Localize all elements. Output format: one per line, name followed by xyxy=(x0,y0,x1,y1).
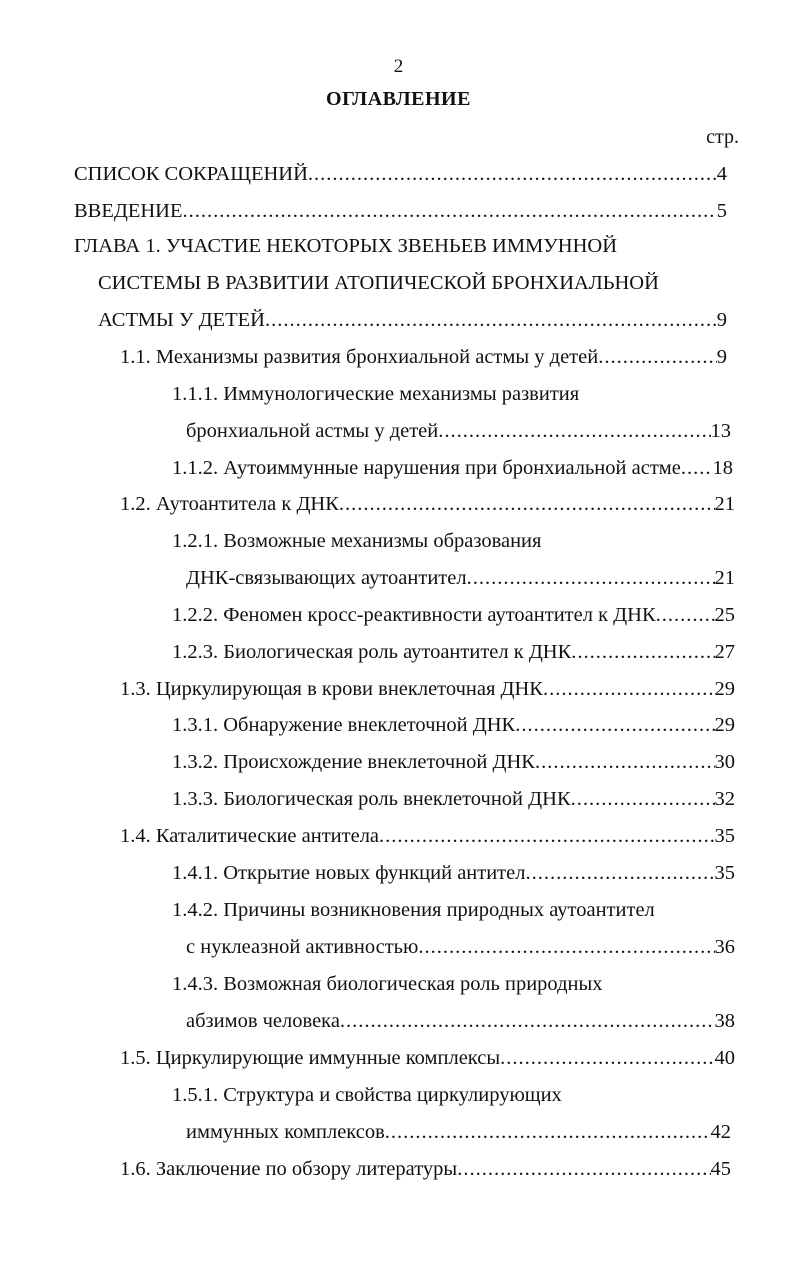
toc-leader xyxy=(571,785,715,813)
toc-chapter-1-line-1: ГЛАВА 1. УЧАСТИЕ НЕКОТОРЫХ ЗВЕНЬЕВ ИММУННОЙ xyxy=(74,235,618,257)
toc-leader xyxy=(438,417,710,445)
toc-section-1-3 xyxy=(120,675,735,703)
toc-entry-page: 36 xyxy=(714,936,735,958)
toc-leader xyxy=(571,638,714,666)
toc-entry-abbreviations xyxy=(74,160,727,188)
toc-entry-page: 42 xyxy=(710,1121,731,1143)
toc-entry-title: с нуклеазной активностью xyxy=(186,936,419,958)
toc-section-1-2 xyxy=(120,490,735,518)
toc-leader xyxy=(535,748,715,776)
toc-section-1-2-2 xyxy=(172,601,735,629)
toc-leader xyxy=(500,1044,714,1072)
toc-entry-page: 38 xyxy=(714,1010,735,1032)
toc-section-1-1-2 xyxy=(172,454,733,482)
toc-leader xyxy=(340,1007,715,1035)
toc-leader xyxy=(467,564,715,592)
toc-entry-title: иммунных комплексов xyxy=(186,1121,385,1143)
toc-entry-page: 13 xyxy=(710,420,731,442)
toc-entry-title: абзимов человека xyxy=(186,1010,340,1032)
toc-entry-title: СПИСОК СОКРАЩЕНИЙ xyxy=(74,163,308,185)
toc-entry-page: 18 xyxy=(712,457,733,479)
toc-entry-title: 1.6. Заключение по обзору литературы xyxy=(120,1158,458,1180)
toc-chapter-1-line-2: СИСТЕМЫ В РАЗВИТИИ АТОПИЧЕСКОЙ БРОНХИАЛЬНОЙ xyxy=(98,272,659,294)
toc-entry-page: 29 xyxy=(714,678,735,700)
toc-section-1-1-1 xyxy=(186,417,731,445)
toc-entry-page: 32 xyxy=(714,788,735,810)
toc-section-1-4-2-line-1: 1.4.2. Причины возникновения природных аутоантител xyxy=(172,899,655,921)
toc-section-1-2-1 xyxy=(186,564,735,592)
toc-entry-page: 4 xyxy=(716,163,727,185)
toc-entry-introduction xyxy=(74,197,727,225)
toc-leader xyxy=(339,490,715,518)
page-number: 2 xyxy=(393,56,404,77)
toc-section-1-4 xyxy=(120,822,735,850)
toc-entry-title: 1.3.3. Биологическая роль внеклеточной ДНК xyxy=(172,788,571,810)
toc-entry-title: ДНК-связывающих аутоантител xyxy=(186,567,467,589)
toc-entry-title: 1.1.2. Аутоиммунные нарушения при бронхиальной астме xyxy=(172,457,681,479)
toc-leader xyxy=(543,675,715,703)
toc-leader xyxy=(385,1118,711,1146)
toc-section-1-5-1 xyxy=(186,1118,731,1146)
toc-section-1-4-3-line-1: 1.4.3. Возможная биологическая роль природных xyxy=(172,973,603,995)
toc-leader xyxy=(183,197,717,225)
toc-entry-title: 1.1. Механизмы развития бронхиальной астмы у детей xyxy=(120,346,599,368)
toc-section-1-3-2 xyxy=(172,748,735,776)
toc-entry-title: 1.5. Циркулирующие иммунные комплексы xyxy=(120,1047,501,1069)
toc-leader xyxy=(525,859,714,887)
toc-entry-title: ВВЕДЕНИЕ xyxy=(74,200,183,222)
toc-chapter-1 xyxy=(98,306,727,334)
toc-entry-title: АСТМЫ У ДЕТЕЙ xyxy=(98,309,265,331)
toc-entry-title: 1.4.1. Открытие новых функций антител xyxy=(172,862,526,884)
toc-leader xyxy=(308,160,717,188)
page-title: ОГЛАВЛЕНИЕ xyxy=(326,88,471,110)
toc-section-1-2-1-line-1: 1.2.1. Возможные механизмы образования xyxy=(172,530,542,552)
toc-section-1-6 xyxy=(120,1155,731,1183)
toc-section-1-4-2 xyxy=(186,933,735,961)
toc-entry-page: 9 xyxy=(716,309,727,331)
toc-entry-page: 5 xyxy=(716,200,727,222)
toc-section-1-1 xyxy=(120,343,727,371)
toc-entry-title: 1.4. Каталитические антитела xyxy=(120,825,380,847)
toc-entry-page: 30 xyxy=(714,751,735,773)
toc-entry-title: 1.3.2. Происхождение внеклеточной ДНК xyxy=(172,751,535,773)
toc-section-1-4-3 xyxy=(186,1007,735,1035)
toc-section-1-5-1-line-1: 1.5.1. Структура и свойства циркулирующих xyxy=(172,1084,562,1106)
toc-entry-page: 9 xyxy=(716,346,727,368)
toc-leader xyxy=(457,1155,710,1183)
toc-entry-page: 40 xyxy=(714,1047,735,1069)
toc-entry-title: 1.2.3. Биологическая роль аутоантител к ДНК xyxy=(172,641,572,663)
toc-section-1-1-1-line-1: 1.1.1. Иммунологические механизмы развития xyxy=(172,383,580,405)
toc-leader xyxy=(656,601,715,629)
toc-entry-page: 27 xyxy=(714,641,735,663)
toc-entry-title: бронхиальной астмы у детей xyxy=(186,420,439,442)
toc-leader xyxy=(515,711,714,739)
toc-entry-page: 29 xyxy=(714,714,735,736)
toc-entry-title: 1.3.1. Обнаружение внеклеточной ДНК xyxy=(172,714,516,736)
toc-leader xyxy=(265,306,717,334)
toc-leader xyxy=(379,822,714,850)
toc-entry-page: 35 xyxy=(714,862,735,884)
toc-section-1-3-3 xyxy=(172,785,735,813)
toc-section-1-2-3 xyxy=(172,638,735,666)
toc-leader xyxy=(418,933,714,961)
page-column-label: стр. xyxy=(706,126,739,148)
toc-entry-page: 25 xyxy=(714,604,735,626)
toc-entry-page: 45 xyxy=(710,1158,731,1180)
toc-leader xyxy=(681,454,713,482)
toc-section-1-5 xyxy=(120,1044,735,1072)
toc-entry-page: 21 xyxy=(714,567,735,589)
toc-entry-title: 1.2. Аутоантитела к ДНК xyxy=(120,493,339,515)
toc-entry-title: 1.3. Циркулирующая в крови внеклеточная ДНК xyxy=(120,678,543,700)
toc-leader xyxy=(598,343,717,371)
toc-entry-title: 1.2.2. Феномен кросс-реактивности аутоантител к ДНК xyxy=(172,604,656,626)
toc-section-1-3-1 xyxy=(172,711,735,739)
toc-section-1-4-1 xyxy=(172,859,735,887)
toc-entry-page: 35 xyxy=(714,825,735,847)
toc-entry-page: 21 xyxy=(714,493,735,515)
